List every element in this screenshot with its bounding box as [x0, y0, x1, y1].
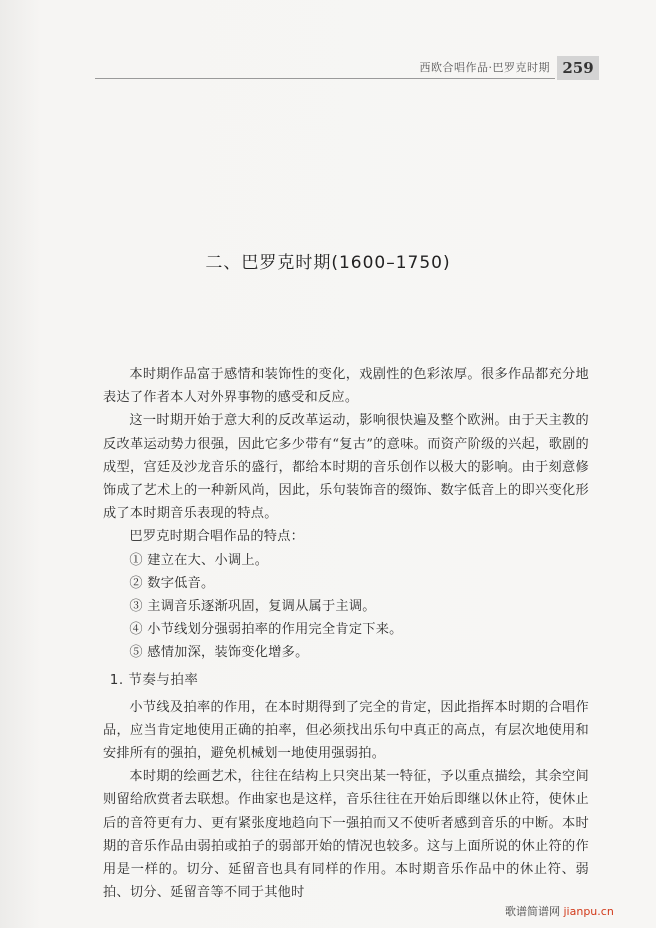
running-head: 西欧合唱作品·巴罗克时期	[419, 61, 550, 74]
features-lead: 巴罗克时期合唱作品的特点：	[129, 529, 305, 545]
watermark	[505, 903, 614, 919]
section-paragraph: 小节线及拍率的作用，在本时期得到了完全的肯定，因此指挥本时期的合唱作品，应当肯定地使用正确的拍率，但必须找出乐句中真正的高点，有层次地使用和安排所有的强拍，避免机械划一地使用强弱拍。	[103, 699, 589, 762]
header-rule	[95, 78, 555, 79]
feature-item: ⑤ 感情加深，装饰变化增多。	[129, 645, 309, 661]
feature-item: ① 建立在大、小调上。	[129, 552, 269, 568]
page-number: 259	[557, 56, 599, 80]
feature-item: ② 数字低音。	[129, 575, 215, 591]
watermark-url: jianpu.cn	[563, 905, 614, 918]
intro-paragraph: 本时期作品富于感情和装饰性的变化，戏剧性的色彩浓厚。很多作品都充分地表达了作者本人对外界事物的感受和反应。	[103, 367, 589, 406]
section-paragraph: 本时期的绘画艺术，往往在结构上只突出某一特征，予以重点描绘，其余空间则留给欣赏者去联想。作曲家也是这样，音乐往往在开始后即继以休止符，使休止后的音符更有力、更有紧张度地趋向下一强拍而又不使听者感到音乐的中断。本时期的音乐作品由弱拍或拍子的弱部开始的情况也较多。这与上面所说的休止符的作用是一样的。切分、延留音也具有同样的作用。本时期音乐作品中的休止符、弱拍、切分、延留音等不同于其他时	[103, 769, 589, 901]
section-heading: 1. 节奏与拍率	[109, 671, 199, 688]
body-text	[103, 363, 589, 904]
chapter-title: 二、巴罗克时期(1600–1750)	[205, 253, 451, 273]
feature-item: ③ 主调音乐逐渐巩固，复调从属于主调。	[129, 599, 376, 615]
watermark-site-name: 歌谱简谱网	[505, 905, 560, 918]
feature-item: ④ 小节线划分强弱拍率的作用完全肯定下来。	[129, 622, 403, 638]
intro-paragraph: 这一时期开始于意大利的反改革运动，影响很快遍及整个欧洲。由于天主教的反改革运动势力很强，因此它多少带有“复古”的意味。而资产阶级的兴起，歌剧的成型，宫廷及沙龙音乐的盛行，都给本时期的音乐创作以极大的影响。由于刻意修饰成了艺术上的一种新风尚，因此，乐句装饰音的缀饰、数字低音上的即兴变化形成了本时期音乐表现的特点。	[103, 413, 589, 522]
